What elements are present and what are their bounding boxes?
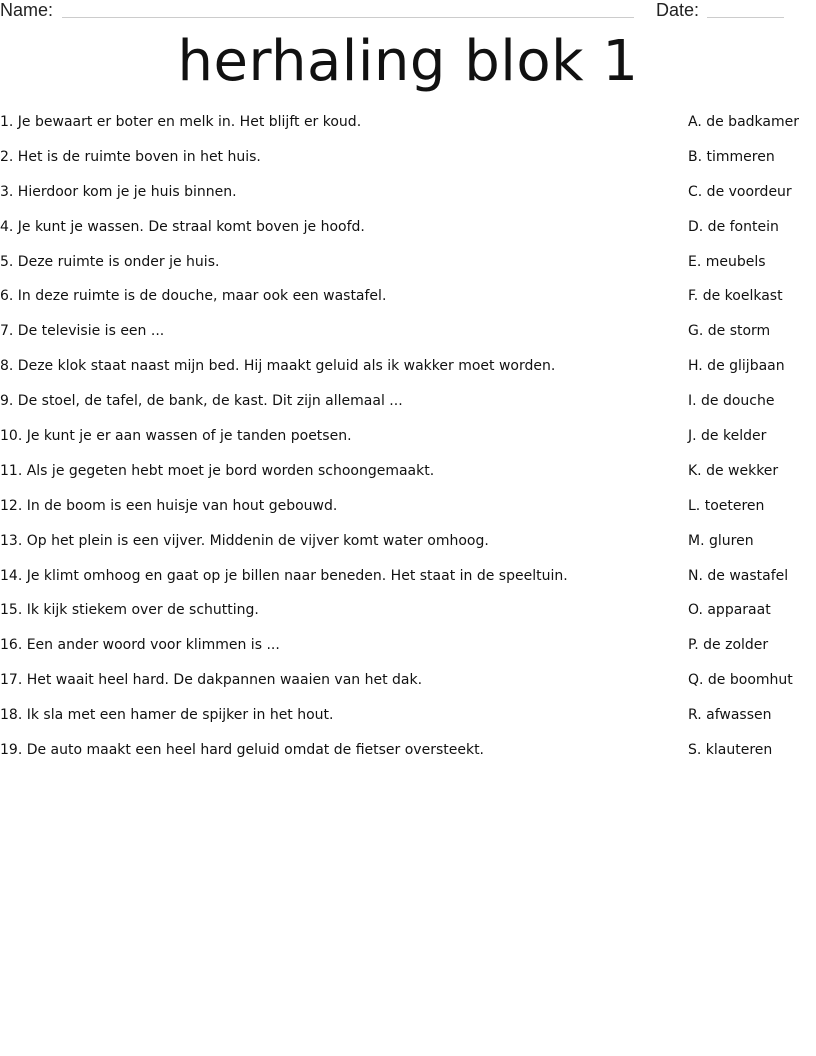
question-text: 3. Hierdoor kom je je huis binnen. — [0, 183, 237, 200]
name-label: Name: — [0, 0, 54, 20]
answer-option: C. de voordeur — [688, 183, 792, 200]
matching-row — [0, 356, 816, 391]
question-text: 5. Deze ruimte is onder je huis. — [0, 253, 220, 270]
matching-row — [0, 635, 816, 670]
answer-option: P. de zolder — [688, 637, 769, 654]
matching-row — [0, 461, 816, 496]
question-text: 17. Het waait heel hard. De dakpannen waaien van het dak. — [0, 672, 423, 689]
answer-option: F. de koelkast — [688, 288, 783, 305]
matching-row — [0, 705, 816, 740]
matching-row — [0, 670, 816, 705]
question-text: 7. De televisie is een ... — [0, 323, 165, 340]
matching-row — [0, 112, 816, 147]
worksheet-header — [0, 0, 816, 24]
answer-option: N. de wastafel — [688, 567, 789, 584]
answer-option: B. timmeren — [688, 148, 775, 165]
question-text: 4. Je kunt je wassen. De straal komt boven je hoofd. — [0, 218, 365, 235]
question-text: 11. Als je gegeten hebt moet je bord worden schoongemaakt. — [0, 462, 435, 479]
answer-option: Q. de boomhut — [688, 672, 793, 689]
answer-option: H. de glijbaan — [688, 358, 785, 375]
question-text: 8. Deze klok staat naast mijn bed. Hij maakt geluid als ik wakker moet worden. — [0, 358, 556, 375]
answer-option: L. toeteren — [688, 497, 765, 514]
answer-option: M. gluren — [688, 532, 754, 549]
answer-option: J. de kelder — [688, 428, 767, 445]
question-text: 12. In de boom is een huisje van hout gebouwd. — [0, 497, 338, 514]
matching-row — [0, 566, 816, 601]
matching-row — [0, 182, 816, 217]
answer-option: E. meubels — [688, 253, 766, 270]
question-text: 1. Je bewaart er boter en melk in. Het blijft er koud. — [0, 114, 362, 130]
answer-option: I. de douche — [688, 393, 775, 410]
answer-option: K. de wekker — [688, 462, 779, 479]
answer-option: R. afwassen — [688, 707, 772, 724]
matching-row — [0, 740, 816, 775]
worksheet-title: herhaling blok 1 — [177, 29, 639, 94]
question-text: 16. Een ander woord voor klimmen is ... — [0, 637, 280, 654]
answer-option: D. de fontein — [688, 218, 779, 235]
matching-row — [0, 391, 816, 426]
answer-option: A. de badkamer — [688, 114, 799, 130]
matching-row — [0, 217, 816, 252]
question-text: 13. Op het plein is een vijver. Middenin de vijver komt water omhoog. — [0, 532, 489, 549]
matching-row — [0, 496, 816, 531]
question-text: 10. Je kunt je er aan wassen of je tanden poetsen. — [0, 428, 352, 445]
matching-row — [0, 321, 816, 356]
question-text: 19. De auto maakt een heel hard geluid omdat de fietser oversteekt. — [0, 742, 485, 759]
question-text: 14. Je klimt omhoog en gaat op je billen naar beneden. Het staat in de speeltuin. — [0, 567, 568, 584]
matching-row — [0, 147, 816, 182]
question-text: 2. Het is de ruimte boven in het huis. — [0, 148, 261, 165]
question-text: 15. Ik kijk stiekem over de schutting. — [0, 602, 259, 619]
question-text: 6. In deze ruimte is de douche, maar ook een wastafel. — [0, 288, 387, 305]
question-text: 18. Ik sla met een hamer de spijker in het hout. — [0, 707, 334, 724]
matching-row — [0, 252, 816, 287]
answer-option: O. apparaat — [688, 602, 771, 619]
date-line — [707, 17, 784, 18]
matching-row — [0, 426, 816, 461]
question-text: 9. De stoel, de tafel, de bank, de kast. Dit zijn allemaal ... — [0, 393, 403, 410]
matching-row — [0, 531, 816, 566]
answer-option: G. de storm — [688, 323, 771, 340]
matching-row — [0, 600, 816, 635]
date-label: Date: — [656, 0, 700, 20]
matching-list — [0, 112, 816, 775]
matching-row — [0, 286, 816, 321]
answer-option: S. klauteren — [688, 742, 773, 759]
name-line — [62, 17, 634, 18]
